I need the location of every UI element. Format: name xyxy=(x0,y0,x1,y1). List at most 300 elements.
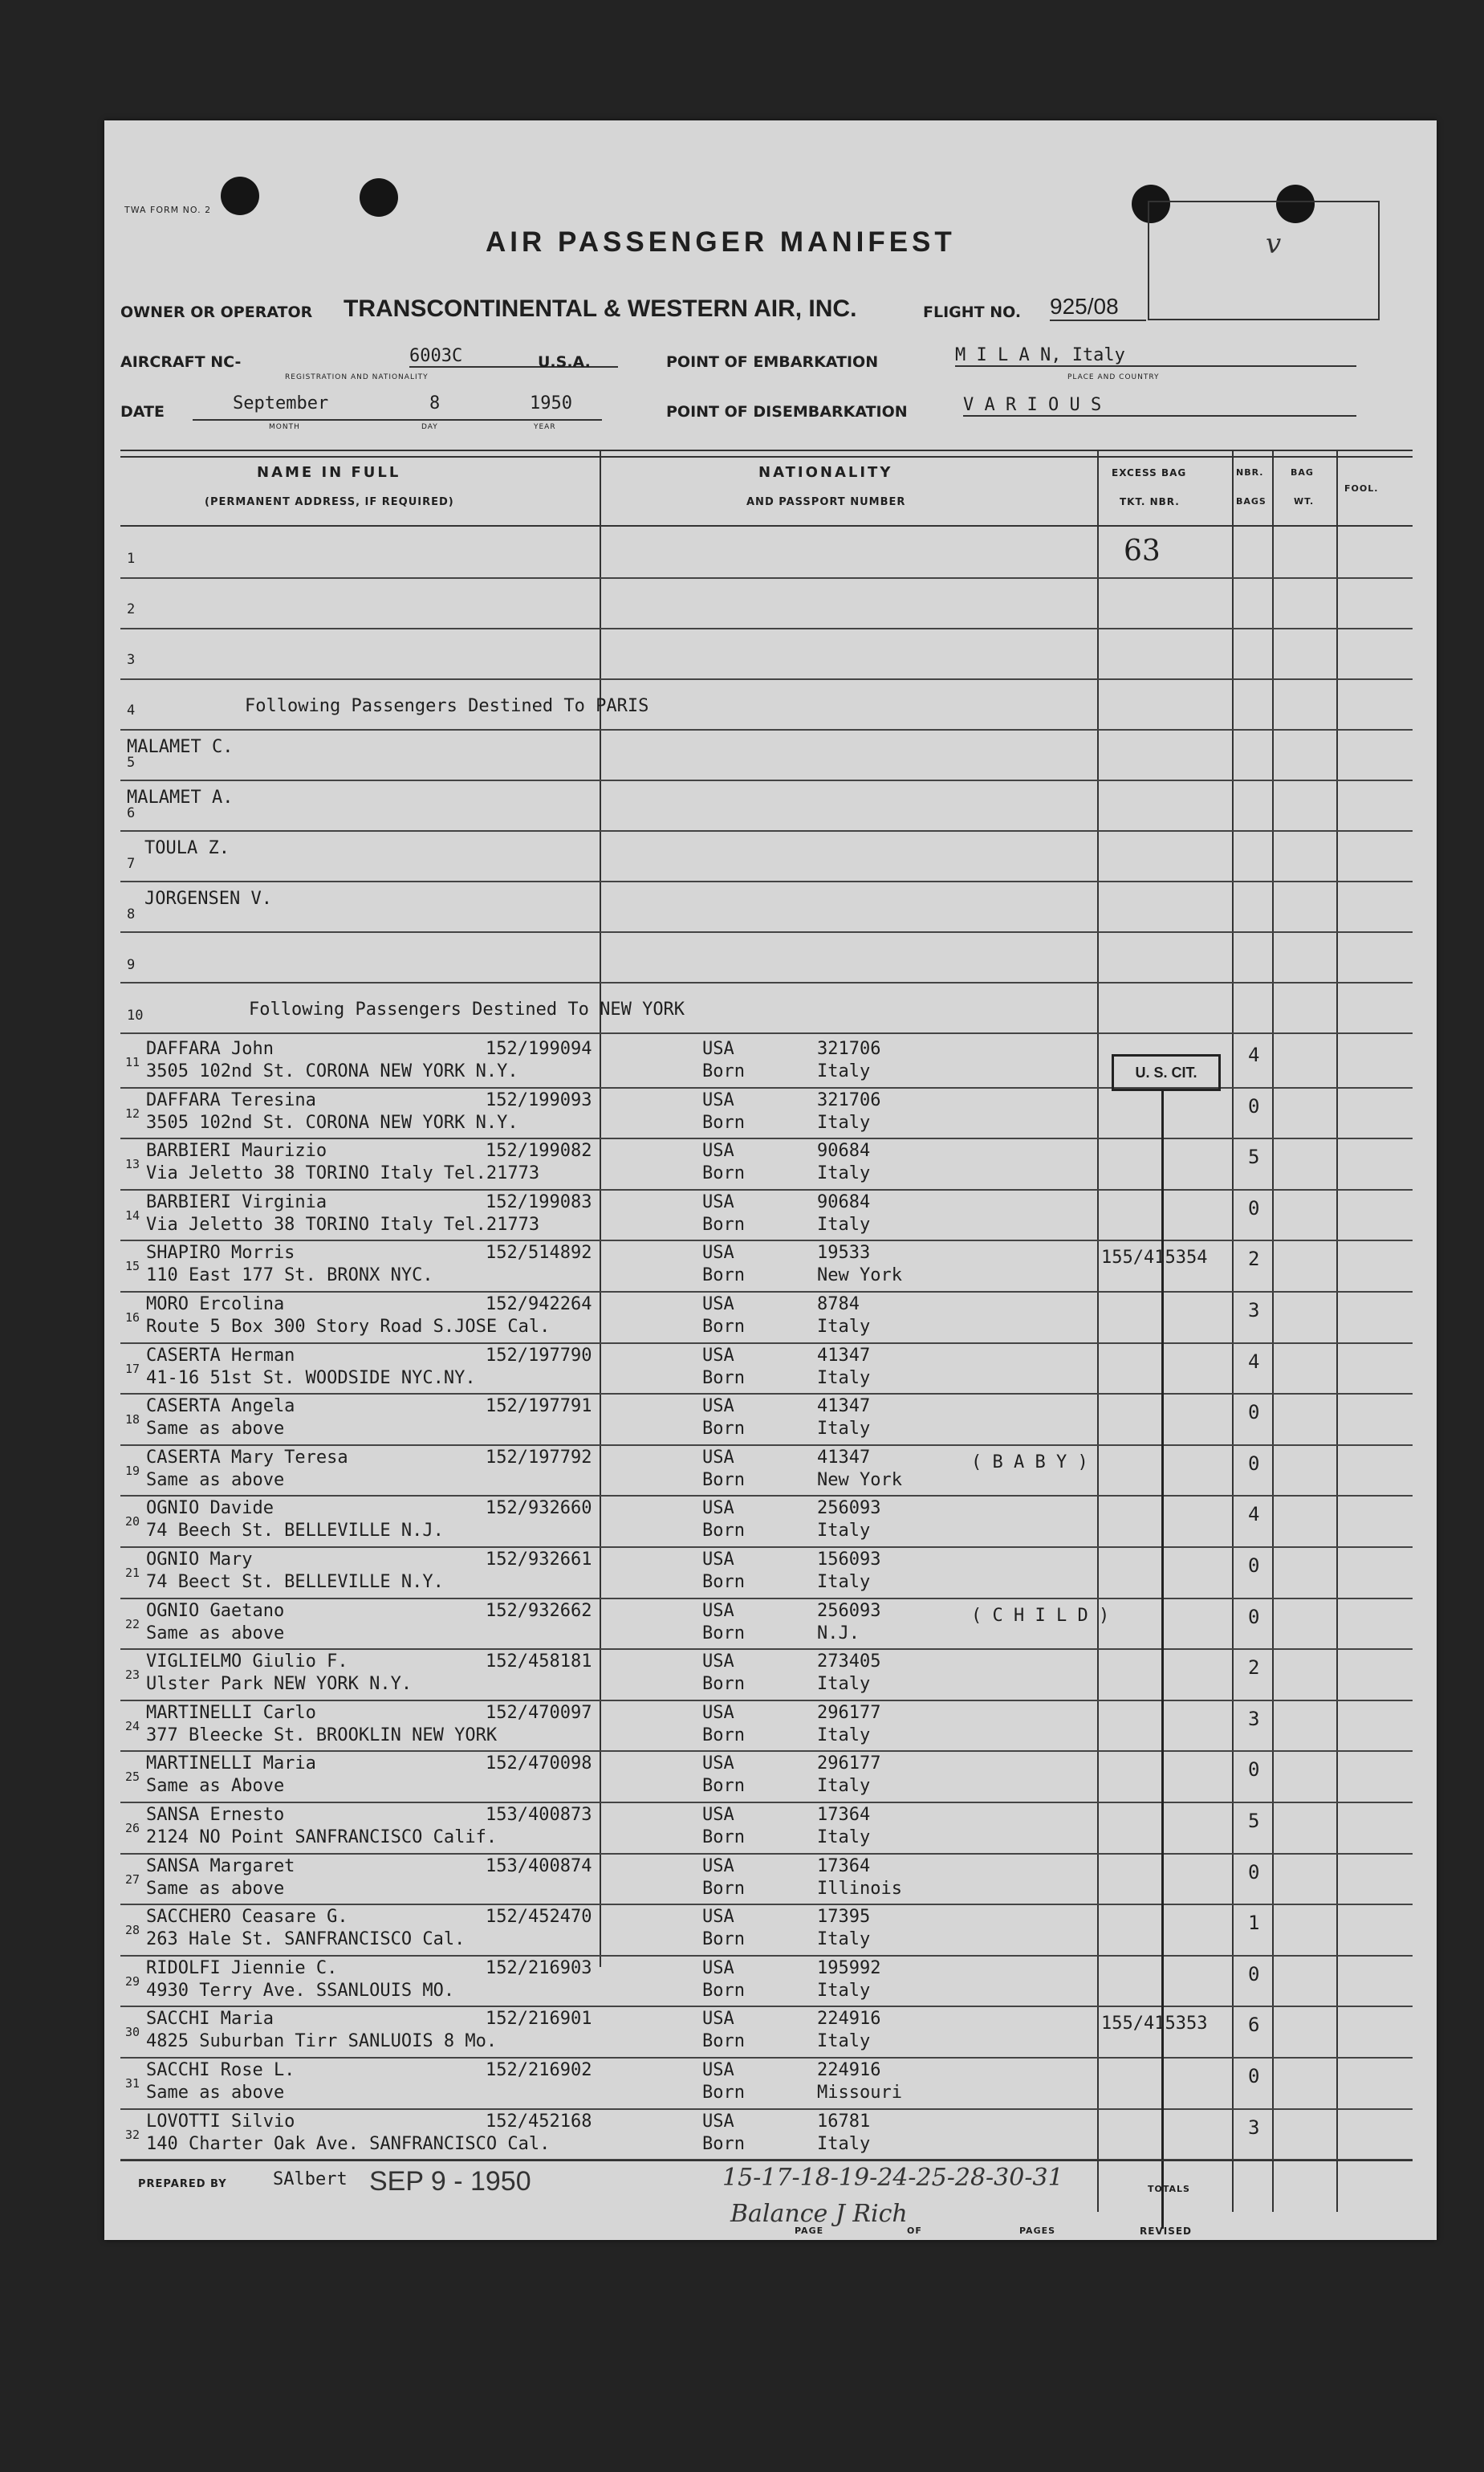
born-label: Born xyxy=(702,1674,745,1695)
row-number: 12 xyxy=(125,1106,140,1121)
passenger-name: DAFFARA Teresina xyxy=(146,1089,316,1110)
birthplace: Italy xyxy=(817,1929,871,1950)
passenger-name: SANSA Ernesto xyxy=(146,1805,285,1825)
ticket-number: 152/216901 xyxy=(486,2009,592,2030)
table-row xyxy=(120,2006,1413,2059)
list-item xyxy=(120,577,1413,629)
ticket-number: 152/216903 xyxy=(486,1957,592,1978)
table-row xyxy=(120,1291,1413,1344)
row-number: 30 xyxy=(125,2025,140,2040)
row-number: 11 xyxy=(125,1055,140,1069)
passenger-address: 74 Beect St. BELLEVILLE N.Y. xyxy=(146,1572,444,1592)
nationality: USA xyxy=(702,1805,734,1825)
born-label: Born xyxy=(702,1623,745,1643)
row-number: 9 xyxy=(127,957,136,973)
table-row xyxy=(120,1444,1413,1497)
nationality: USA xyxy=(702,1243,734,1264)
bag-count: 1 xyxy=(1248,1912,1260,1935)
table-top-rule xyxy=(120,456,1413,458)
owner-value: TRANSCONTINENTAL & WESTERN AIR, INC. xyxy=(344,295,857,322)
passenger-name: MORO Ercolina xyxy=(146,1294,285,1314)
table-row xyxy=(120,1546,1413,1599)
birthplace: Italy xyxy=(817,1725,871,1745)
nationality: USA xyxy=(702,1447,734,1468)
ticket-number: 152/452168 xyxy=(486,2111,592,2132)
punch-hole xyxy=(221,177,259,215)
passenger-address: Via Jeletto 38 TORINO Italy Tel.21773 xyxy=(146,1214,540,1235)
row-number: 14 xyxy=(125,1207,140,1223)
birthplace: Italy xyxy=(817,1674,871,1695)
passport-number: 156093 xyxy=(817,1550,881,1570)
bag-count: 5 xyxy=(1248,1146,1260,1169)
pages-label: PAGES xyxy=(1019,2226,1056,2236)
passport-number: 17395 xyxy=(817,1907,871,1928)
handwritten-signature: Balance J Rich xyxy=(730,2200,908,2228)
bag-count: 3 xyxy=(1248,1707,1260,1730)
embarkation-value: M I L A N, Italy xyxy=(955,345,1356,367)
passenger-name: VIGLIELMO Giulio F. xyxy=(146,1651,348,1672)
born-label: Born xyxy=(702,1980,745,2001)
ticket-number: 152/197791 xyxy=(486,1396,592,1417)
born-label: Born xyxy=(702,1827,745,1847)
nationality: USA xyxy=(702,2009,734,2030)
owner-label: OWNER OR OPERATOR xyxy=(120,303,313,321)
passenger-address: 2124 NO Point SANFRANCISCO Calif. xyxy=(146,1827,498,1847)
row-text: Following Passengers Destined To PARIS xyxy=(245,696,649,716)
bag-count: 0 xyxy=(1248,2065,1260,2087)
row-number: 31 xyxy=(125,2076,140,2091)
birthplace: Missouri xyxy=(817,2083,902,2103)
passenger-name: LOVOTTI Silvio xyxy=(146,2111,295,2132)
ticket-number: 152/452470 xyxy=(486,1907,592,1928)
passport-number: 195992 xyxy=(817,1957,881,1978)
bag-count: 0 xyxy=(1248,1554,1260,1577)
birthplace: Illinois xyxy=(817,1878,902,1899)
ticket-number: 152/199093 xyxy=(486,1089,592,1110)
row-number: 21 xyxy=(125,1566,140,1580)
passport-number: 224916 xyxy=(817,2060,881,2080)
row-number: 15 xyxy=(125,1259,140,1274)
nationality: USA xyxy=(702,1294,734,1314)
passenger-name: OGNIO Davide xyxy=(146,1498,274,1519)
birthplace: Italy xyxy=(817,1572,871,1592)
corner-mark: v xyxy=(1266,228,1282,260)
row-text: JORGENSEN V. xyxy=(144,889,272,909)
passenger-name: SANSA Margaret xyxy=(146,1855,295,1876)
passport-number: 296177 xyxy=(817,1753,881,1774)
excess-header: EXCESS BAG xyxy=(1112,467,1187,479)
passport-number: 41347 xyxy=(817,1396,871,1417)
nationality: USA xyxy=(702,1191,734,1212)
passenger-name: MARTINELLI Maria xyxy=(146,1753,316,1774)
passenger-address: 41-16 51st St. WOODSIDE NYC.NY. xyxy=(146,1367,476,1388)
birthplace: Italy xyxy=(817,1521,871,1541)
bag-header: BAG xyxy=(1291,467,1314,478)
row-text: Following Passengers Destined To NEW YORK xyxy=(249,1000,685,1020)
ticket-number: 152/197792 xyxy=(486,1447,592,1468)
ticket-number: 152/942264 xyxy=(486,1294,592,1314)
registration-caption: REGISTRATION AND NATIONALITY xyxy=(285,373,429,381)
passenger-address: Via Jeletto 38 TORINO Italy Tel.21773 xyxy=(146,1163,540,1184)
nationality: USA xyxy=(702,1907,734,1928)
nationality: USA xyxy=(702,1550,734,1570)
aircraft-label: AIRCRAFT NC- xyxy=(120,353,242,371)
birthplace: N.J. xyxy=(817,1623,860,1643)
passenger-name: SACCHI Rose L. xyxy=(146,2060,295,2080)
table-row xyxy=(120,1342,1413,1395)
nbr-header: NBR. xyxy=(1236,467,1264,478)
ticket-number: 152/470098 xyxy=(486,1753,592,1774)
aircraft-country: U.S.A. xyxy=(538,353,591,371)
passport-number: 273405 xyxy=(817,1651,881,1672)
ticket-number: 152/514892 xyxy=(486,1243,592,1264)
birthplace: Italy xyxy=(817,1419,871,1440)
bag-count: 3 xyxy=(1248,1299,1260,1322)
passenger-list xyxy=(120,1036,1413,2160)
born-label: Born xyxy=(702,1367,745,1388)
embarkation-label: POINT OF EMBARKATION xyxy=(666,353,879,371)
bag-count: 3 xyxy=(1248,2116,1260,2139)
bag-count: 0 xyxy=(1248,1452,1260,1475)
birthplace: Italy xyxy=(817,1163,871,1184)
fool-header: FOOL. xyxy=(1344,483,1379,494)
table-row xyxy=(120,1598,1413,1651)
passenger-address: Same as above xyxy=(146,1623,285,1643)
date-month: September xyxy=(233,393,329,413)
row-number: 5 xyxy=(127,755,136,771)
page-title: AIR PASSENGER MANIFEST xyxy=(486,226,956,258)
passenger-address: Route 5 Box 300 Story Road S.JOSE Cal. xyxy=(146,1317,551,1337)
row-note: ( B A B Y ) xyxy=(971,1452,1088,1472)
row-number: 32 xyxy=(125,2127,140,2142)
list-item xyxy=(120,678,1413,731)
birthplace: New York xyxy=(817,1469,902,1490)
passenger-name: RIDOLFI Jiennie C. xyxy=(146,1957,338,1978)
bag-count: 0 xyxy=(1248,1860,1260,1884)
passenger-name: SACCHERO Ceasare G. xyxy=(146,1907,348,1928)
aircraft-value: 6003C xyxy=(409,346,618,368)
passenger-name: MARTINELLI Carlo xyxy=(146,1702,316,1723)
born-label: Born xyxy=(702,1878,745,1899)
row-number: 4 xyxy=(127,703,136,719)
list-item xyxy=(120,628,1413,680)
date-line xyxy=(193,393,602,421)
passenger-address: Same as above xyxy=(146,1469,285,1490)
birthplace: Italy xyxy=(817,1061,871,1081)
birthplace: Italy xyxy=(817,2133,871,2154)
row-number: 8 xyxy=(127,906,136,922)
table-row xyxy=(120,1750,1413,1803)
ticket-number: 152/197790 xyxy=(486,1345,592,1366)
list-item xyxy=(120,729,1413,781)
date-day: 8 xyxy=(429,393,441,413)
table-row xyxy=(120,1495,1413,1548)
birthplace: Italy xyxy=(817,1827,871,1847)
row-number: 10 xyxy=(127,1008,144,1024)
nationality: USA xyxy=(702,1345,734,1366)
totals-label: TOTALS xyxy=(1148,2184,1190,2194)
table-row xyxy=(120,1802,1413,1855)
prepared-label: PREPARED BY xyxy=(138,2178,227,2190)
passenger-name: OGNIO Gaetano xyxy=(146,1600,285,1621)
passenger-address: 377 Bleecke St. BROOKLIN NEW YORK xyxy=(146,1725,498,1745)
nationality: USA xyxy=(702,1141,734,1162)
ticket-number: 152/932662 xyxy=(486,1600,592,1621)
passport-number: 296177 xyxy=(817,1702,881,1723)
bag-count: 0 xyxy=(1248,1962,1260,1985)
table-row xyxy=(120,1189,1413,1242)
table-row xyxy=(120,1240,1413,1293)
row-text: MALAMET A. xyxy=(127,788,234,808)
passenger-address: 3505 102nd St. CORONA NEW YORK N.Y. xyxy=(146,1061,518,1081)
passenger-address: 263 Hale St. SANFRANCISCO Cal. xyxy=(146,1929,466,1950)
date-label: DATE xyxy=(120,403,165,421)
bag-subheader: WT. xyxy=(1294,496,1315,507)
row-extra: 63 xyxy=(1124,535,1161,568)
nbr-subheader: BAGS xyxy=(1236,496,1266,507)
bag-count: 2 xyxy=(1248,1248,1260,1271)
row-note: ( C H I L D ) xyxy=(971,1605,1110,1626)
born-label: Born xyxy=(702,1572,745,1592)
passport-number: 17364 xyxy=(817,1855,871,1876)
row-number: 16 xyxy=(125,1310,140,1325)
form-id: TWA FORM NO. 2 xyxy=(124,205,212,215)
born-label: Born xyxy=(702,1163,745,1184)
passenger-address: 4825 Suburban Tirr SANLUOIS 8 Mo. xyxy=(146,2031,498,2052)
passenger-address: 110 East 177 St. BRONX NYC. xyxy=(146,1265,433,1286)
ticket-number: 153/400874 xyxy=(486,1855,592,1876)
month-caption: MONTH xyxy=(269,423,300,431)
row-number: 24 xyxy=(125,1718,140,1733)
passenger-address: Same as above xyxy=(146,1419,285,1440)
date-year: 1950 xyxy=(530,393,572,413)
born-label: Born xyxy=(702,1419,745,1440)
day-caption: DAY xyxy=(421,423,438,431)
table-row xyxy=(120,1138,1413,1191)
row-number: 23 xyxy=(125,1668,140,1683)
bag-count: 0 xyxy=(1248,1196,1260,1220)
excess-subheader: TKT. NBR. xyxy=(1120,496,1180,507)
row-text: TOULA Z. xyxy=(144,838,230,858)
row-number: 13 xyxy=(125,1157,140,1172)
table-top-rule xyxy=(120,450,1413,451)
nationality: USA xyxy=(702,1753,734,1774)
row-number: 26 xyxy=(125,1821,140,1835)
born-label: Born xyxy=(702,2031,745,2052)
bag-count: 6 xyxy=(1248,2014,1260,2037)
nationality: USA xyxy=(702,1702,734,1723)
ticket-number: 152/932660 xyxy=(486,1498,592,1519)
manifest-sheet xyxy=(104,120,1437,2240)
year-caption: YEAR xyxy=(534,423,556,431)
nationality: USA xyxy=(702,1600,734,1621)
row-number: 27 xyxy=(125,1871,140,1887)
flight-label: FLIGHT NO. xyxy=(923,303,1022,321)
passenger-address: Same as above xyxy=(146,1878,285,1899)
passport-number: 321706 xyxy=(817,1089,881,1110)
row-number: 29 xyxy=(125,1973,140,1989)
prepared-value: SAlbert xyxy=(273,2169,348,2189)
passport-number: 8784 xyxy=(817,1294,860,1314)
excess-ticket: 155/415354 xyxy=(1101,1248,1208,1269)
born-label: Born xyxy=(702,2083,745,2103)
birthplace: Italy xyxy=(817,1776,871,1797)
ticket-number: 152/458181 xyxy=(486,1651,592,1672)
born-label: Born xyxy=(702,1112,745,1133)
row-number: 3 xyxy=(127,652,136,668)
row-number: 1 xyxy=(127,551,136,567)
passenger-address: Same as above xyxy=(146,2083,285,2103)
passenger-name: BARBIERI Virginia xyxy=(146,1191,327,1212)
ticket-number: 153/400873 xyxy=(486,1805,592,1825)
bag-count: 4 xyxy=(1248,1044,1260,1066)
office-box xyxy=(1148,201,1380,320)
passenger-name: CASERTA Herman xyxy=(146,1345,295,1366)
passport-number: 41347 xyxy=(817,1345,871,1366)
passport-number: 19533 xyxy=(817,1243,871,1264)
passenger-name: OGNIO Mary xyxy=(146,1550,253,1570)
passenger-address: Ulster Park NEW YORK N.Y. xyxy=(146,1674,413,1695)
passport-number: 90684 xyxy=(817,1141,871,1162)
passport-number: 16781 xyxy=(817,2111,871,2132)
nat-subheader: AND PASSPORT NUMBER xyxy=(746,496,906,508)
list-item xyxy=(120,527,1413,579)
nationality: USA xyxy=(702,2060,734,2080)
table-row xyxy=(120,2108,1413,2161)
top-rows xyxy=(120,527,1413,1036)
born-label: Born xyxy=(702,1317,745,1337)
bag-count: 0 xyxy=(1248,1605,1260,1628)
passenger-address: 4930 Terry Ave. SSANLOUIS MO. xyxy=(146,1980,455,2001)
list-item xyxy=(120,931,1413,984)
table-row xyxy=(120,1853,1413,1906)
passenger-name: BARBIERI Maurizio xyxy=(146,1141,327,1162)
place-caption: PLACE AND COUNTRY xyxy=(1067,373,1160,381)
row-number: 25 xyxy=(125,1769,140,1785)
passenger-address: 3505 102nd St. CORONA NEW YORK N.Y. xyxy=(146,1112,518,1133)
born-label: Born xyxy=(702,1521,745,1541)
row-number: 2 xyxy=(127,601,136,617)
ticket-number: 152/199082 xyxy=(486,1141,592,1162)
passenger-name: CASERTA Angela xyxy=(146,1396,295,1417)
row-number: 20 xyxy=(125,1514,140,1529)
nationality: USA xyxy=(702,1039,734,1059)
bag-count: 0 xyxy=(1248,1094,1260,1118)
nationality: USA xyxy=(702,1089,734,1110)
born-label: Born xyxy=(702,1929,745,1950)
row-number: 28 xyxy=(125,1923,140,1938)
passenger-address: 140 Charter Oak Ave. SANFRANCISCO Cal. xyxy=(146,2133,551,2154)
passenger-address: Same as Above xyxy=(146,1776,285,1797)
birthplace: Italy xyxy=(817,1317,871,1337)
row-text: MALAMET C. xyxy=(127,737,234,757)
born-label: Born xyxy=(702,1214,745,1235)
table-row xyxy=(120,1904,1413,1957)
row-number: 17 xyxy=(125,1361,140,1376)
punch-hole xyxy=(360,178,398,217)
nationality: USA xyxy=(702,1498,734,1519)
passport-number: 224916 xyxy=(817,2009,881,2030)
nationality: USA xyxy=(702,1855,734,1876)
nationality: USA xyxy=(702,1396,734,1417)
birthplace: Italy xyxy=(817,1214,871,1235)
excess-ticket: 155/415353 xyxy=(1101,2014,1208,2034)
bag-count: 4 xyxy=(1248,1503,1260,1526)
table-row xyxy=(120,1700,1413,1753)
list-item xyxy=(120,982,1413,1034)
passenger-name: DAFFARA John xyxy=(146,1039,274,1059)
flight-value: 925/08 xyxy=(1050,294,1146,321)
table-row xyxy=(120,2057,1413,2110)
bag-count: 0 xyxy=(1248,1401,1260,1424)
passport-number: 17364 xyxy=(817,1805,871,1825)
ticket-number: 152/199083 xyxy=(486,1191,592,1212)
born-label: Born xyxy=(702,2133,745,2154)
row-number: 22 xyxy=(125,1616,140,1631)
name-header: NAME IN FULL xyxy=(257,464,401,481)
born-label: Born xyxy=(702,1725,745,1745)
row-number: 19 xyxy=(125,1463,140,1478)
date-stamp: SEP 9 - 1950 xyxy=(369,2166,531,2197)
born-label: Born xyxy=(702,1061,745,1081)
ticket-number: 152/216902 xyxy=(486,2060,592,2080)
birthplace: Italy xyxy=(817,2031,871,2052)
passenger-name: SHAPIRO Morris xyxy=(146,1243,295,1264)
birthplace: New York xyxy=(817,1265,902,1286)
passenger-address: 74 Beech St. BELLEVILLE N.J. xyxy=(146,1521,444,1541)
table-row xyxy=(120,1087,1413,1140)
table-row xyxy=(120,1955,1413,2008)
birthplace: Italy xyxy=(817,1367,871,1388)
of-label: OF xyxy=(907,2226,922,2236)
passport-number: 321706 xyxy=(817,1039,881,1059)
table-row xyxy=(120,1648,1413,1701)
passenger-name: CASERTA Mary Teresa xyxy=(146,1447,348,1468)
born-label: Born xyxy=(702,1776,745,1797)
page-label: PAGE xyxy=(795,2226,824,2236)
birthplace: Italy xyxy=(817,1980,871,2001)
us-citizen-stamp: U. S. CIT. xyxy=(1112,1054,1221,1091)
passport-number: 256093 xyxy=(817,1600,881,1621)
disembarkation-value: V A R I O U S xyxy=(963,395,1356,417)
ticket-number: 152/470097 xyxy=(486,1702,592,1723)
nationality: USA xyxy=(702,1957,734,1978)
row-number: 7 xyxy=(127,856,136,872)
nationality: USA xyxy=(702,2111,734,2132)
born-label: Born xyxy=(702,1469,745,1490)
stamp-line xyxy=(1161,1089,1164,2229)
handwritten-rows: 15-17-18-19-24-25-28-30-31 xyxy=(722,2164,1063,2192)
passport-number: 41347 xyxy=(817,1447,871,1468)
row-number: 6 xyxy=(127,805,136,821)
passport-number: 256093 xyxy=(817,1498,881,1519)
list-item xyxy=(120,830,1413,882)
bag-count: 4 xyxy=(1248,1350,1260,1373)
list-item xyxy=(120,881,1413,933)
bag-count: 0 xyxy=(1248,1758,1260,1782)
nationality: USA xyxy=(702,1651,734,1672)
name-subheader: (PERMANENT ADDRESS, IF REQUIRED) xyxy=(205,496,454,508)
nat-header: NATIONALITY xyxy=(758,464,893,481)
revised-label: REVISED xyxy=(1140,2226,1192,2237)
born-label: Born xyxy=(702,1265,745,1286)
list-item xyxy=(120,780,1413,832)
footer-rule xyxy=(120,2160,1413,2161)
bag-count: 5 xyxy=(1248,1810,1260,1832)
ticket-number: 152/932661 xyxy=(486,1550,592,1570)
bag-count: 2 xyxy=(1248,1656,1260,1680)
birthplace: Italy xyxy=(817,1112,871,1133)
